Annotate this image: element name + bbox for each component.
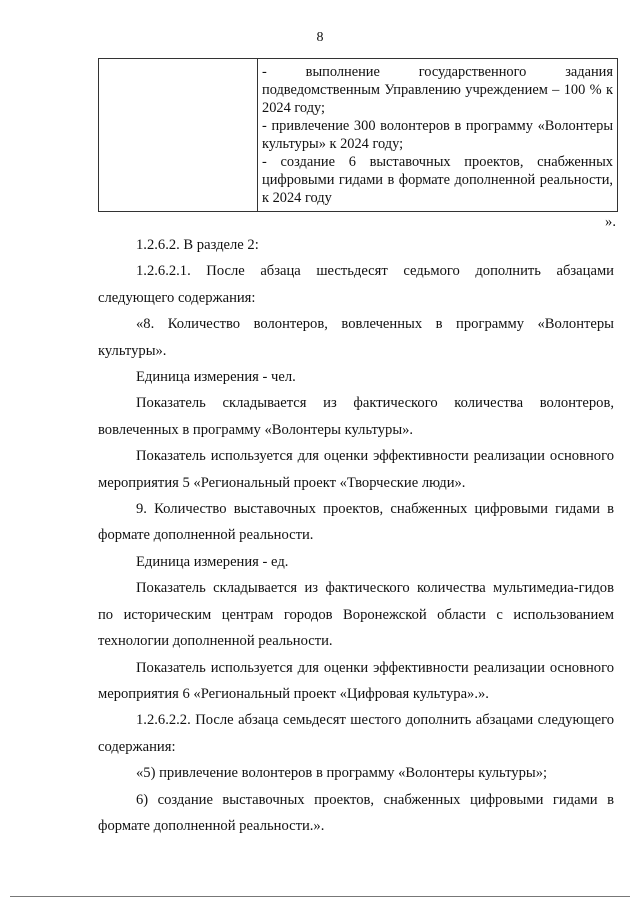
paragraph-item-5: «5) привлечение волонтеров в программу «Волонтеры культуры»; [136, 765, 548, 782]
table-right-cell [258, 59, 618, 212]
paragraph-amendment-1: 1.2.6.2.1. После абзаца шестьдесят седьмого дополнить абзацами следующего содержания: [98, 263, 614, 306]
paragraph-item-6: 6) создание выставочных проектов, снабженных цифровыми гидами в формате дополненной реальности.». [98, 791, 614, 834]
paragraph-indicator-9-source: Показатель складывается из фактического количества мультимедиа-гидов по историческим центрам городов Воронежской области с использованием технологии дополненной реальности. [98, 580, 614, 650]
document-body [98, 232, 614, 839]
paragraph-section-2: 1.2.6.2. В разделе 2: [136, 237, 259, 253]
paragraph-amendment-2: 1.2.6.2.2. После абзаца семьдесят шестого дополнить абзацами следующего содержания: [98, 712, 614, 755]
table-item-state-task: - выполнение государственного задания подведомственным Управлению учреждением – 100 % к 2024 году; [262, 64, 613, 116]
closing-quote: ». [605, 214, 616, 230]
paragraph-indicator-8: «8. Количество волонтеров, вовлеченных в программу «Волонтеры культуры». [98, 316, 614, 359]
paragraph-indicator-8-usage: Показатель используется для оценки эффективности реализации основного мероприятия 5 «Региональный проект «Творческие люди». [98, 448, 614, 491]
table-row [99, 59, 618, 212]
paragraph-indicator-9: 9. Количество выставочных проектов, снабженных цифровыми гидами в формате дополненной реальности. [98, 501, 614, 544]
table-item-exhibitions: - создание 6 выставочных проектов, снабженных цифровыми гидами в формате дополненной реальности, к 2024 году [262, 154, 613, 206]
footer-rule [10, 896, 630, 897]
paragraph-indicator-8-source: Показатель складывается из фактического количества волонтеров, вовлеченных в программу «Волонтеры культуры». [98, 395, 614, 438]
table-item-volunteers: - привлечение 300 волонтеров в программу «Волонтеры культуры» к 2024 году; [262, 118, 613, 152]
table-left-cell [99, 59, 258, 212]
page-number: 8 [316, 30, 324, 45]
paragraph-unit-items: Единица измерения - ед. [136, 553, 289, 570]
targets-table [98, 58, 618, 212]
paragraph-unit-people: Единица измерения - чел. [136, 369, 296, 386]
paragraph-indicator-9-usage: Показатель используется для оценки эффективности реализации основного мероприятия 6 «Региональный проект «Цифровая культура».». [98, 659, 614, 702]
